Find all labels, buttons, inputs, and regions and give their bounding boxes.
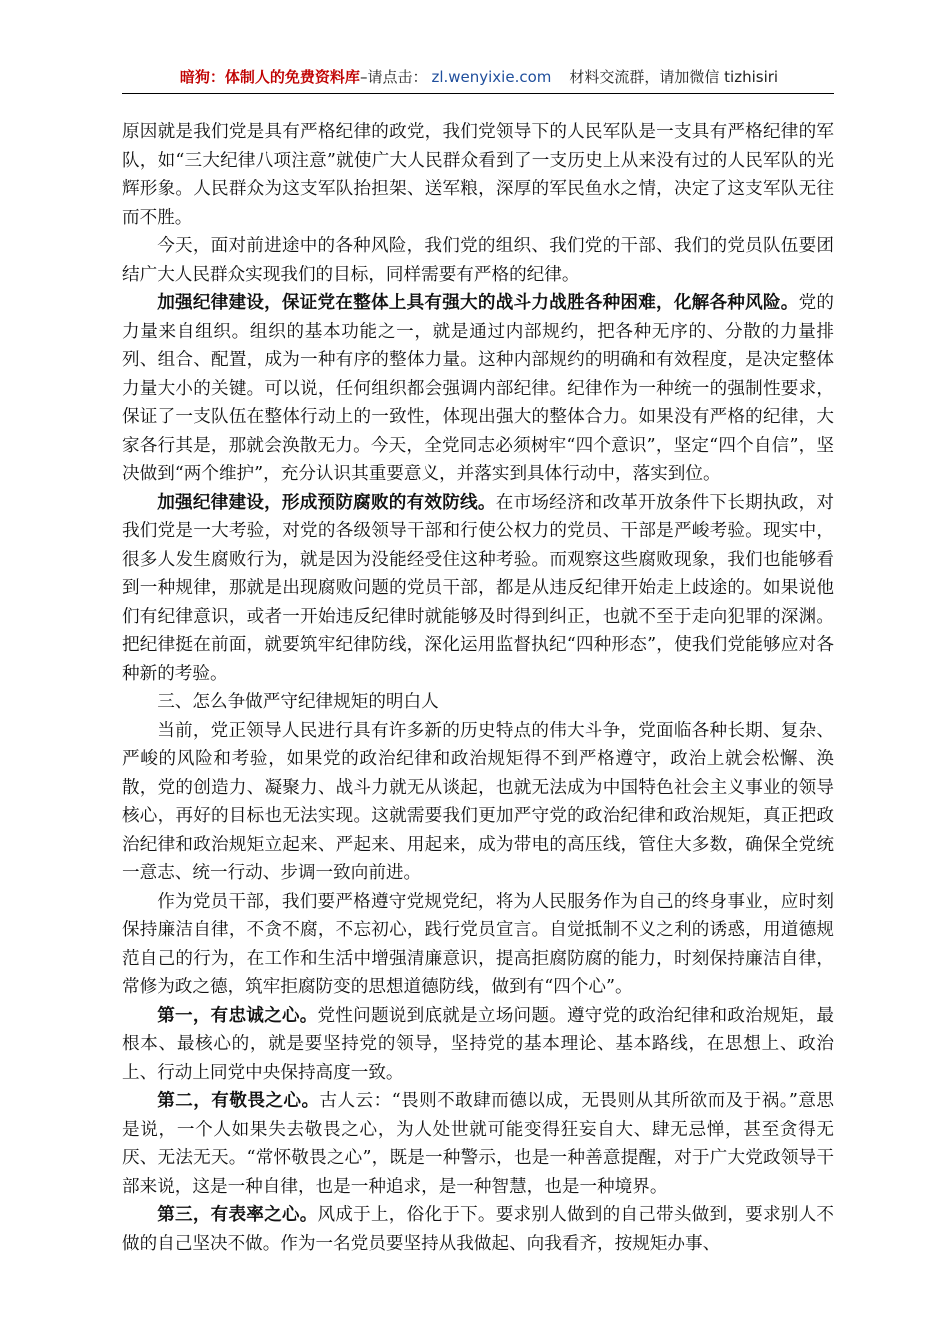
paragraph-text: 党的力量来自组织。组织的基本功能之一，就是通过内部规约，把各种无序的、分散的力量排列、组合、配置，成为一种有序的整体力量。这种内部规约的明确和有效程度，是决定整体力量大小的关键。可以说，任何组织都会强调内部纪律。纪律作为一种统一的强制性要求，保证了一支队伍在整体行动上的一致性，体现出强大的整体合力。如果没有严格的纪律，大家各行其是，那就会涣散无力。今天，全党同志必须树牢“四个意识”，坚定“四个自信”，坚决做到“两个维护”，充分认识其重要意义，并落实到具体行动中，落实到位。 [122, 293, 834, 484]
page-header [125, 66, 833, 88]
section-heading [122, 688, 834, 717]
header-prompt: –请点击： [359, 68, 428, 86]
paragraph [122, 1201, 834, 1258]
paragraph-text: 在市场经济和改革开放条件下长期执政，对我们党是一大考验，对党的各级领导干部和行使公权力的党员、干部是严峻考验。现实中，很多人发生腐败行为，就是因为没能经受住这种考验。而观察这些腐败现象，我们也能够看到一种规律，那就是出现腐败问题的党员干部，都是从违反纪律开始走上歧途的。如果说他们有纪律意识，或者一开始违反纪律时就能够及时得到纠正，也就不至于走向犯罪的深渊。把纪律挺在前面，就要筑牢纪律防线，深化运用监督执纪“四种形态”，使我们党能够应对各种新的考验。 [122, 492, 834, 684]
paragraph-text: 原因就是我们党是具有严格纪律的政党，我们党领导下的人民军队是一支具有严格纪律的军队，如“三大纪律八项注意”就使广大人民群众看到了一支历史上从来没有过的人民军队的光辉形象。人民群众为这支军队抬担架、送军粮，深厚的军民鱼水之情，决定了这支军队无往而不胜。 [122, 122, 834, 228]
paragraph-text: 古人云：“畏则不敢肆而德以成，无畏则从其所欲而及于祸。”意思是说，一个人如果失去敬畏之心，为人处世就可能变得狂妄自大、肆无忌惮，甚至贪得无厌、无法无天。“常怀敬畏之心”，既是一种警示，也是一种善意提醒，对于广大党政领导干部来说，这是一种自律，也是一种追求，是一种智慧，也是一种境界。 [122, 1091, 834, 1197]
paragraph-text: 当前，党正领导人民进行具有许多新的历史特点的伟大斗争，党面临各种长期、复杂、严峻的风险和考验，如果党的政治纪律和政治规矩得不到严格遵守，政治上就会松懈、涣散，党的创造力、凝聚力、战斗力就无从谈起，也就无法成为中国特色社会主义事业的领导核心，再好的目标也无法实现。这就需要我们更加严守党的政治纪律和政治规矩，真正把政治纪律和政治规矩立起来、严起来、用起来，成为带电的高压线，管住大多数，确保全党统一意志、统一行动、步调一致向前进。 [122, 720, 834, 883]
paragraph-lead: 加强纪律建设，形成预防腐败的有效防线。 [157, 491, 496, 513]
paragraph [122, 888, 834, 1002]
document-body [122, 118, 834, 1258]
paragraph [122, 289, 834, 489]
paragraph [122, 232, 834, 289]
header-brand: 暗狗：体制人的免费资料库 [179, 68, 360, 86]
paragraph-lead: 第二，有敬畏之心。 [157, 1090, 320, 1111]
paragraph-lead: 第三，有表率之心。 [157, 1204, 318, 1225]
paragraph [122, 118, 834, 232]
paragraph [122, 1087, 834, 1201]
header-link[interactable]: zl.wenyixie.com [431, 68, 552, 86]
paragraph [122, 489, 834, 689]
paragraph-text: 风成于上，俗化于下。要求别人做到的自己带头做到，要求别人不做的自己坚决不做。作为一名党员要坚持从我做起、向我看齐，按规矩办事、 [122, 1205, 834, 1254]
section-heading-text: 三、怎么争做严守纪律规矩的明白人 [157, 692, 439, 712]
paragraph [122, 717, 834, 888]
paragraph-lead: 加强纪律建设，保证党在整体上具有强大的战斗力战胜各种困难，化解各种风险。 [157, 292, 799, 313]
paragraph-text: 今天，面对前进途中的各种风险，我们党的组织、我们党的干部、我们的党员队伍要团结广大人民群众实现我们的目标，同样需要有严格的纪律。 [122, 236, 834, 285]
paragraph-text: 党性问题说到底就是立场问题。遵守党的政治纪律和政治规矩，最根本、最核心的，就是要坚持党的领导，坚持党的基本理论、基本路线，在思想上、政治上、行动上同党中央保持高度一致。 [122, 1005, 834, 1083]
paragraph [122, 1002, 834, 1088]
paragraph-text: 作为党员干部，我们要严格遵守党规党纪，将为人民服务作为自己的终身事业，应时刻保持廉洁自律，不贪不腐，不忘初心，践行党员宣言。自觉抵制不义之利的诱惑，用道德规范自己的行为，在工作和生活中增强清廉意识，提高拒腐防腐的能力，时刻保持廉洁自律，常修为政之德，筑牢拒腐防变的思想道德防线，做到有“四个心”。 [122, 891, 834, 997]
paragraph-lead: 第一，有忠诚之心。 [157, 1004, 318, 1026]
header-wechat-note: 材料交流群，请加微信 tizhisiri [569, 68, 779, 86]
header-divider [122, 93, 834, 94]
